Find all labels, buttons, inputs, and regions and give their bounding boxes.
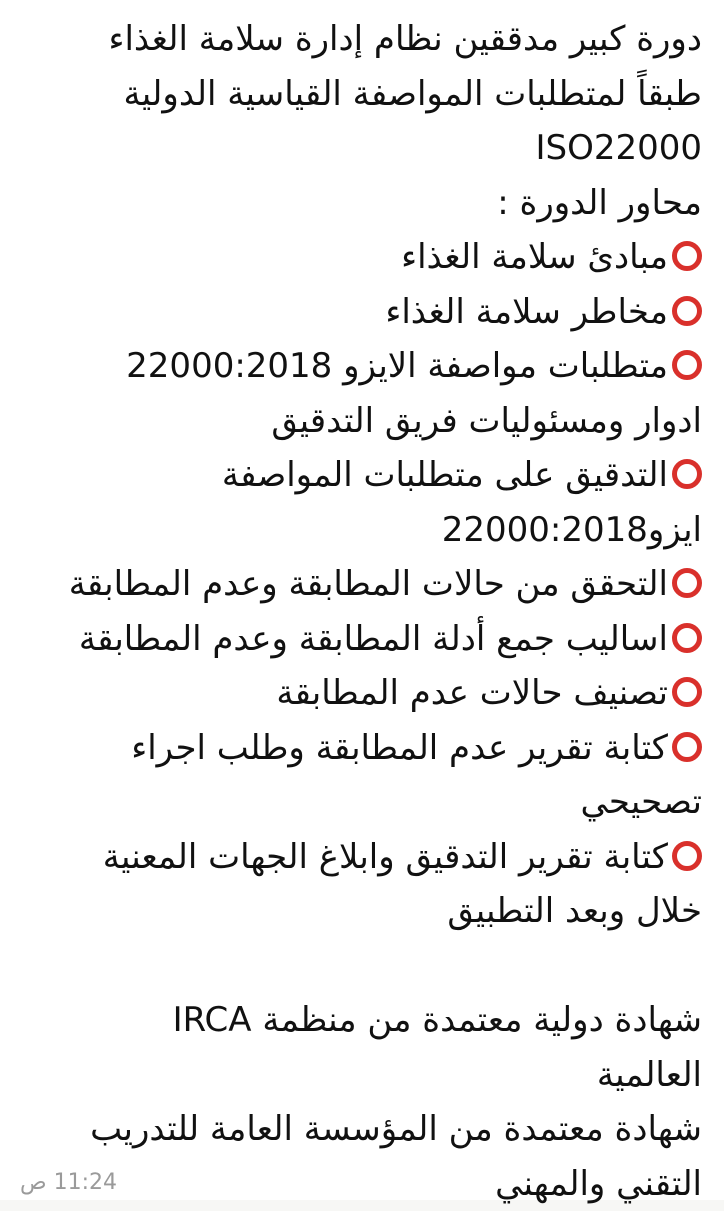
- topic-item: [12, 666, 702, 721]
- message-line: طبقاً لمتطلبات المواصفة القياسية الدولية: [12, 67, 702, 122]
- topic-item: [12, 830, 702, 885]
- message-text: [12, 12, 702, 1211]
- heavy-large-circle-icon: [672, 677, 702, 707]
- topic-item: [12, 285, 702, 340]
- certificate-line: التقني والمهني: [12, 1157, 702, 1211]
- topic-text: التدقيق على متطلبات المواصفة: [222, 455, 668, 495]
- certificate-line: العالمية: [12, 1048, 702, 1103]
- certificate-line: شهادة معتمدة من المؤسسة العامة للتدريب: [12, 1102, 702, 1157]
- heavy-large-circle-icon: [672, 296, 702, 326]
- topic-item: [12, 448, 702, 503]
- topic-text: تصنيف حالات عدم المطابقة: [276, 673, 668, 713]
- topic-text: التحقق من حالات المطابقة وعدم المطابقة: [69, 564, 668, 604]
- heavy-large-circle-icon: [672, 623, 702, 653]
- topic-text: اساليب جمع أدلة المطابقة وعدم المطابقة: [79, 619, 668, 659]
- message-timestamp: 11:24 ص: [20, 1170, 117, 1195]
- topic-item: [12, 557, 702, 612]
- topic-continuation: ايزو22000:2018: [12, 503, 702, 558]
- heavy-large-circle-icon: [672, 568, 702, 598]
- certificate-line: شهادة دولية معتمدة من منظمة IRCA: [12, 993, 702, 1048]
- topic-text: مبادئ سلامة الغذاء: [401, 237, 668, 277]
- heavy-large-circle-icon: [672, 732, 702, 762]
- topic-text: مخاطر سلامة الغذاء: [385, 292, 668, 332]
- topic-continuation: خلال وبعد التطبيق: [12, 884, 702, 939]
- message-line: محاور الدورة :: [12, 176, 702, 231]
- heavy-large-circle-icon: [672, 350, 702, 380]
- heavy-large-circle-icon: [672, 459, 702, 489]
- topic-item: [12, 721, 702, 776]
- topic-text: كتابة تقرير عدم المطابقة وطلب اجراء: [131, 728, 668, 768]
- topic-text: متطلبات مواصفة الايزو 22000:2018: [126, 346, 668, 386]
- topic-text: كتابة تقرير التدقيق وابلاغ الجهات المعنية: [103, 837, 668, 877]
- topic-item: [12, 339, 702, 394]
- topic-continuation: تصحيحي: [12, 775, 702, 830]
- topic-continuation: ادوار ومسئوليات فريق التدقيق: [12, 394, 702, 449]
- message-line: ISO22000: [12, 121, 702, 176]
- blank-line: [12, 939, 702, 994]
- topic-item: [12, 230, 702, 285]
- message-line: دورة كبير مدققين نظام إدارة سلامة الغذاء: [12, 12, 702, 67]
- topic-item: [12, 612, 702, 667]
- heavy-large-circle-icon: [672, 841, 702, 871]
- heavy-large-circle-icon: [672, 241, 702, 271]
